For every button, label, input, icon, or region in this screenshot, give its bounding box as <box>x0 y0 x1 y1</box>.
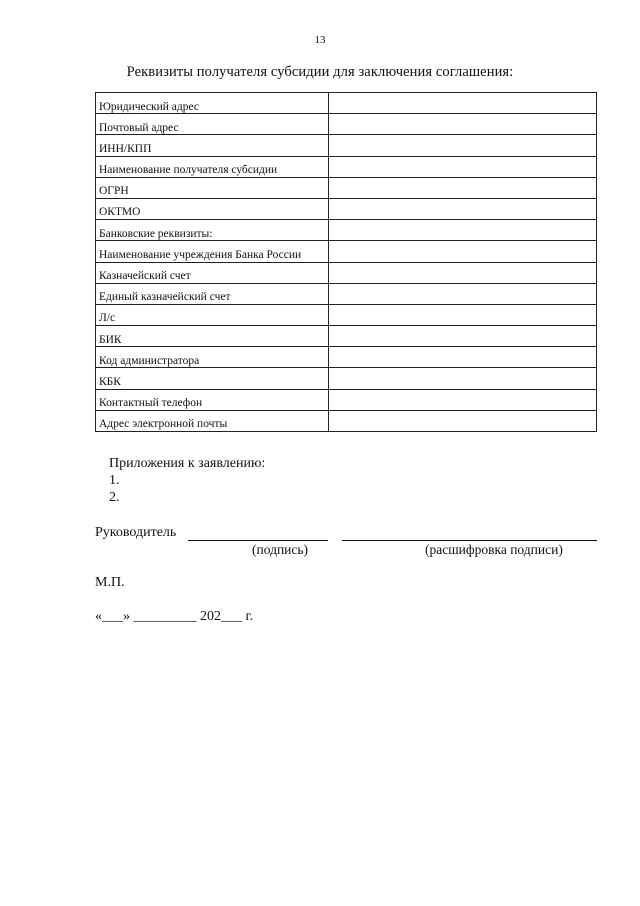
table-row <box>96 156 597 177</box>
table-row <box>96 368 597 389</box>
row-label: Юридический адрес <box>96 93 329 114</box>
row-value-cell <box>329 283 597 304</box>
row-label: ОКТМО <box>96 198 329 219</box>
stamp-label: М.П. <box>95 575 125 590</box>
date-line: «___» _________ 202___ г. <box>95 609 254 624</box>
table-row <box>96 347 597 368</box>
row-label: Наименование получателя субсидии <box>96 156 329 177</box>
table-row <box>96 198 597 219</box>
requisites-table <box>95 92 597 432</box>
row-label: Наименование учреждения Банка России <box>96 241 329 262</box>
table-row <box>96 410 597 431</box>
table-row <box>96 114 597 135</box>
row-label: КБК <box>96 368 329 389</box>
table-row <box>96 220 597 241</box>
row-value-cell <box>329 368 597 389</box>
table-row <box>96 326 597 347</box>
row-value-cell <box>329 241 597 262</box>
row-label: БИК <box>96 326 329 347</box>
row-value-cell <box>329 410 597 431</box>
row-label: ИНН/КПП <box>96 135 329 156</box>
attachment-item-2: 2. <box>109 490 120 505</box>
row-value-cell <box>329 326 597 347</box>
row-value-cell <box>329 177 597 198</box>
table-row <box>96 262 597 283</box>
signature-decode-caption: (расшифровка подписи) <box>425 542 563 557</box>
signature-caption: (подпись) <box>252 542 309 557</box>
row-value-cell <box>329 389 597 410</box>
row-label: Банковские реквизиты: <box>96 220 329 241</box>
row-label: Единый казначейский счет <box>96 283 329 304</box>
table-row <box>96 389 597 410</box>
row-label: ОГРН <box>96 177 329 198</box>
table-row <box>96 177 597 198</box>
attachments-section <box>109 455 265 506</box>
table-row <box>96 135 597 156</box>
row-label: Адрес электронной почты <box>96 410 329 431</box>
row-value-cell <box>329 114 597 135</box>
row-value-cell <box>329 135 597 156</box>
row-label: Контактный телефон <box>96 389 329 410</box>
table-row <box>96 283 597 304</box>
page-number: 13 <box>314 34 326 46</box>
signature-decode-line <box>342 540 597 541</box>
row-label: Почтовый адрес <box>96 114 329 135</box>
attachment-item-1: 1. <box>109 473 120 488</box>
row-label: Код администратора <box>96 347 329 368</box>
row-value-cell <box>329 220 597 241</box>
table-row <box>96 304 597 325</box>
document-title: Реквизиты получателя субсидии для заключения соглашения: <box>126 64 514 80</box>
row-value-cell <box>329 262 597 283</box>
row-value-cell <box>329 156 597 177</box>
row-label: Л/с <box>96 304 329 325</box>
table-row <box>96 241 597 262</box>
attachments-heading: Приложения к заявлению: <box>109 456 266 471</box>
row-value-cell <box>329 93 597 114</box>
signature-label: Руководитель <box>95 525 177 540</box>
row-value-cell <box>329 347 597 368</box>
signature-line <box>188 540 328 541</box>
row-value-cell <box>329 304 597 325</box>
table-row <box>96 93 597 114</box>
row-value-cell <box>329 198 597 219</box>
row-label: Казначейский счет <box>96 262 329 283</box>
